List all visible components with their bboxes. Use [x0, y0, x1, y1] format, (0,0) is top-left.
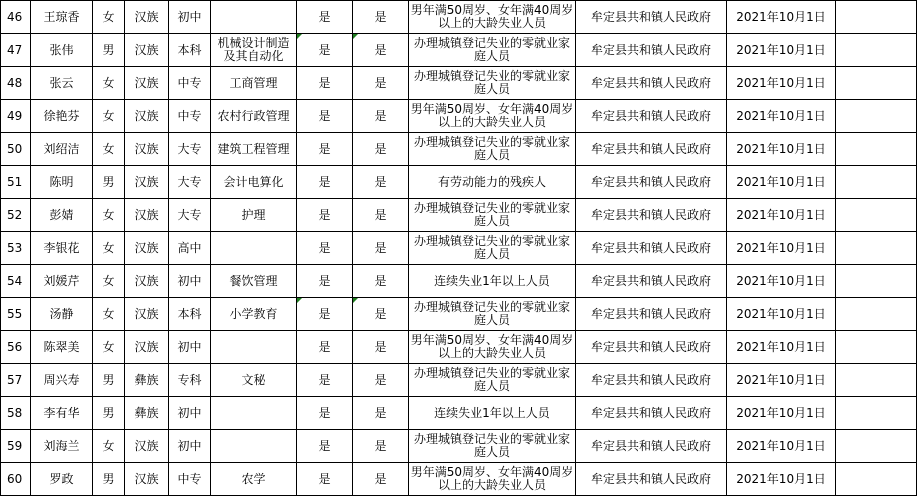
organization-cell: 牟定县共和镇人民政府 [576, 463, 727, 496]
major-cell [211, 331, 297, 364]
major-cell: 文秘 [211, 364, 297, 397]
empty-cell [836, 331, 917, 364]
condition-2-cell: 是 [353, 463, 409, 496]
condition-2-cell: 是 [353, 199, 409, 232]
condition-1-cell: 是 [297, 166, 353, 199]
condition-1-cell: 是 [297, 397, 353, 430]
condition-2-cell: 是 [353, 265, 409, 298]
empty-cell [836, 199, 917, 232]
ethnicity-cell: 汉族 [125, 331, 169, 364]
gender-cell: 女 [93, 430, 125, 463]
ethnicity-cell: 汉族 [125, 430, 169, 463]
category-cell: 连续失业1年以上人员 [409, 397, 576, 430]
condition-1-cell: 是 [297, 430, 353, 463]
gender-cell: 女 [93, 232, 125, 265]
condition-1-cell: 是 [297, 364, 353, 397]
education-cell: 大专 [169, 199, 211, 232]
organization-cell: 牟定县共和镇人民政府 [576, 430, 727, 463]
condition-1-cell: 是 [297, 199, 353, 232]
row-number-cell: 59 [1, 430, 31, 463]
date-cell: 2021年10月1日 [727, 463, 836, 496]
education-cell: 中专 [169, 100, 211, 133]
education-cell: 中专 [169, 463, 211, 496]
category-cell: 办理城镇登记失业的零就业家庭人员 [409, 133, 576, 166]
empty-cell [836, 463, 917, 496]
table-row [1, 364, 917, 397]
row-number-cell: 50 [1, 133, 31, 166]
name-cell: 罗政 [31, 463, 93, 496]
empty-cell [836, 265, 917, 298]
gender-cell: 男 [93, 364, 125, 397]
category-cell: 男年满50周岁、女年满40周岁以上的大龄失业人员 [409, 100, 576, 133]
condition-1-cell: 是 [297, 265, 353, 298]
name-cell: 汤静 [31, 298, 93, 331]
education-cell: 本科 [169, 298, 211, 331]
name-cell: 刘媛芹 [31, 265, 93, 298]
table-row [1, 166, 917, 199]
category-cell: 办理城镇登记失业的零就业家庭人员 [409, 298, 576, 331]
category-cell: 办理城镇登记失业的零就业家庭人员 [409, 34, 576, 67]
name-cell: 刘绍洁 [31, 133, 93, 166]
education-cell: 初中 [169, 430, 211, 463]
condition-2-cell: 是 [353, 430, 409, 463]
row-number-cell: 46 [1, 1, 31, 34]
ethnicity-cell: 汉族 [125, 463, 169, 496]
education-cell: 初中 [169, 397, 211, 430]
name-cell: 李银花 [31, 232, 93, 265]
organization-cell: 牟定县共和镇人民政府 [576, 34, 727, 67]
condition-1-cell: 是 [297, 100, 353, 133]
row-number-cell: 53 [1, 232, 31, 265]
table-row [1, 67, 917, 100]
date-cell: 2021年10月1日 [727, 199, 836, 232]
gender-cell: 女 [93, 100, 125, 133]
condition-2-cell: 是 [353, 298, 409, 331]
organization-cell: 牟定县共和镇人民政府 [576, 397, 727, 430]
gender-cell: 女 [93, 265, 125, 298]
row-number-cell: 48 [1, 67, 31, 100]
empty-cell [836, 232, 917, 265]
table-row [1, 100, 917, 133]
row-number-cell: 58 [1, 397, 31, 430]
organization-cell: 牟定县共和镇人民政府 [576, 364, 727, 397]
name-cell: 张云 [31, 67, 93, 100]
name-cell: 徐艳芬 [31, 100, 93, 133]
ethnicity-cell: 汉族 [125, 232, 169, 265]
ethnicity-cell: 汉族 [125, 298, 169, 331]
organization-cell: 牟定县共和镇人民政府 [576, 100, 727, 133]
table-row [1, 34, 917, 67]
major-cell: 农学 [211, 463, 297, 496]
date-cell: 2021年10月1日 [727, 265, 836, 298]
condition-2-cell: 是 [353, 1, 409, 34]
organization-cell: 牟定县共和镇人民政府 [576, 265, 727, 298]
ethnicity-cell: 汉族 [125, 133, 169, 166]
major-cell [211, 397, 297, 430]
category-cell: 办理城镇登记失业的零就业家庭人员 [409, 364, 576, 397]
major-cell: 工商管理 [211, 67, 297, 100]
gender-cell: 女 [93, 1, 125, 34]
organization-cell: 牟定县共和镇人民政府 [576, 199, 727, 232]
major-cell [211, 430, 297, 463]
education-cell: 高中 [169, 232, 211, 265]
major-cell: 机械设计制造及其自动化 [211, 34, 297, 67]
name-cell: 李有华 [31, 397, 93, 430]
education-cell: 初中 [169, 1, 211, 34]
major-cell: 餐饮管理 [211, 265, 297, 298]
organization-cell: 牟定县共和镇人民政府 [576, 67, 727, 100]
major-cell: 建筑工程管理 [211, 133, 297, 166]
condition-2-cell: 是 [353, 166, 409, 199]
row-number-cell: 52 [1, 199, 31, 232]
row-number-cell: 55 [1, 298, 31, 331]
gender-cell: 女 [93, 331, 125, 364]
major-cell: 农村行政管理 [211, 100, 297, 133]
empty-cell [836, 298, 917, 331]
organization-cell: 牟定县共和镇人民政府 [576, 166, 727, 199]
category-cell: 办理城镇登记失业的零就业家庭人员 [409, 67, 576, 100]
condition-1-cell: 是 [297, 232, 353, 265]
date-cell: 2021年10月1日 [727, 232, 836, 265]
date-cell: 2021年10月1日 [727, 133, 836, 166]
organization-cell: 牟定县共和镇人民政府 [576, 133, 727, 166]
date-cell: 2021年10月1日 [727, 364, 836, 397]
date-cell: 2021年10月1日 [727, 166, 836, 199]
condition-1-cell: 是 [297, 34, 353, 67]
row-number-cell: 56 [1, 331, 31, 364]
ethnicity-cell: 汉族 [125, 166, 169, 199]
major-cell [211, 232, 297, 265]
gender-cell: 男 [93, 34, 125, 67]
condition-2-cell: 是 [353, 397, 409, 430]
name-cell: 张伟 [31, 34, 93, 67]
condition-2-cell: 是 [353, 331, 409, 364]
education-cell: 初中 [169, 331, 211, 364]
table-body [1, 1, 917, 496]
ethnicity-cell: 彝族 [125, 364, 169, 397]
category-cell: 办理城镇登记失业的零就业家庭人员 [409, 199, 576, 232]
empty-cell [836, 364, 917, 397]
organization-cell: 牟定县共和镇人民政府 [576, 232, 727, 265]
date-cell: 2021年10月1日 [727, 430, 836, 463]
category-cell: 男年满50周岁、女年满40周岁以上的大龄失业人员 [409, 463, 576, 496]
condition-2-cell: 是 [353, 364, 409, 397]
gender-cell: 女 [93, 298, 125, 331]
gender-cell: 男 [93, 166, 125, 199]
empty-cell [836, 133, 917, 166]
table-row [1, 232, 917, 265]
category-cell: 连续失业1年以上人员 [409, 265, 576, 298]
name-cell: 彭婧 [31, 199, 93, 232]
name-cell: 周兴寿 [31, 364, 93, 397]
organization-cell: 牟定县共和镇人民政府 [576, 298, 727, 331]
education-cell: 专科 [169, 364, 211, 397]
condition-1-cell: 是 [297, 298, 353, 331]
condition-2-cell: 是 [353, 133, 409, 166]
row-number-cell: 57 [1, 364, 31, 397]
row-number-cell: 51 [1, 166, 31, 199]
empty-cell [836, 1, 917, 34]
table-row [1, 298, 917, 331]
education-cell: 本科 [169, 34, 211, 67]
education-cell: 大专 [169, 166, 211, 199]
category-cell: 男年满50周岁、女年满40周岁以上的大龄失业人员 [409, 331, 576, 364]
major-cell: 会计电算化 [211, 166, 297, 199]
name-cell: 刘海兰 [31, 430, 93, 463]
category-cell: 办理城镇登记失业的零就业家庭人员 [409, 232, 576, 265]
condition-1-cell: 是 [297, 1, 353, 34]
gender-cell: 女 [93, 133, 125, 166]
date-cell: 2021年10月1日 [727, 100, 836, 133]
gender-cell: 女 [93, 199, 125, 232]
name-cell: 陈翠美 [31, 331, 93, 364]
table-row [1, 463, 917, 496]
ethnicity-cell: 汉族 [125, 1, 169, 34]
empty-cell [836, 34, 917, 67]
empty-cell [836, 166, 917, 199]
date-cell: 2021年10月1日 [727, 1, 836, 34]
row-number-cell: 49 [1, 100, 31, 133]
table-row [1, 199, 917, 232]
table-row [1, 430, 917, 463]
education-cell: 中专 [169, 67, 211, 100]
name-cell: 陈明 [31, 166, 93, 199]
date-cell: 2021年10月1日 [727, 298, 836, 331]
gender-cell: 男 [93, 397, 125, 430]
empty-cell [836, 100, 917, 133]
condition-1-cell: 是 [297, 133, 353, 166]
gender-cell: 男 [93, 463, 125, 496]
table-row [1, 397, 917, 430]
organization-cell: 牟定县共和镇人民政府 [576, 1, 727, 34]
row-number-cell: 47 [1, 34, 31, 67]
date-cell: 2021年10月1日 [727, 331, 836, 364]
condition-2-cell: 是 [353, 100, 409, 133]
major-cell [211, 1, 297, 34]
ethnicity-cell: 汉族 [125, 199, 169, 232]
condition-2-cell: 是 [353, 34, 409, 67]
ethnicity-cell: 汉族 [125, 34, 169, 67]
category-cell: 男年满50周岁、女年满40周岁以上的大龄失业人员 [409, 1, 576, 34]
ethnicity-cell: 汉族 [125, 265, 169, 298]
empty-cell [836, 430, 917, 463]
major-cell: 护理 [211, 199, 297, 232]
condition-2-cell: 是 [353, 232, 409, 265]
row-number-cell: 54 [1, 265, 31, 298]
table-row [1, 265, 917, 298]
ethnicity-cell: 汉族 [125, 67, 169, 100]
empty-cell [836, 397, 917, 430]
empty-cell [836, 67, 917, 100]
category-cell: 有劳动能力的残疾人 [409, 166, 576, 199]
category-cell: 办理城镇登记失业的零就业家庭人员 [409, 430, 576, 463]
table-row [1, 1, 917, 34]
name-cell: 王琼香 [31, 1, 93, 34]
table-row [1, 331, 917, 364]
education-cell: 初中 [169, 265, 211, 298]
date-cell: 2021年10月1日 [727, 67, 836, 100]
date-cell: 2021年10月1日 [727, 34, 836, 67]
organization-cell: 牟定县共和镇人民政府 [576, 331, 727, 364]
gender-cell: 女 [93, 67, 125, 100]
ethnicity-cell: 彝族 [125, 397, 169, 430]
row-number-cell: 60 [1, 463, 31, 496]
condition-1-cell: 是 [297, 331, 353, 364]
date-cell: 2021年10月1日 [727, 397, 836, 430]
ethnicity-cell: 汉族 [125, 100, 169, 133]
table-row [1, 133, 917, 166]
condition-1-cell: 是 [297, 463, 353, 496]
education-cell: 大专 [169, 133, 211, 166]
major-cell: 小学教育 [211, 298, 297, 331]
condition-2-cell: 是 [353, 67, 409, 100]
condition-1-cell: 是 [297, 67, 353, 100]
